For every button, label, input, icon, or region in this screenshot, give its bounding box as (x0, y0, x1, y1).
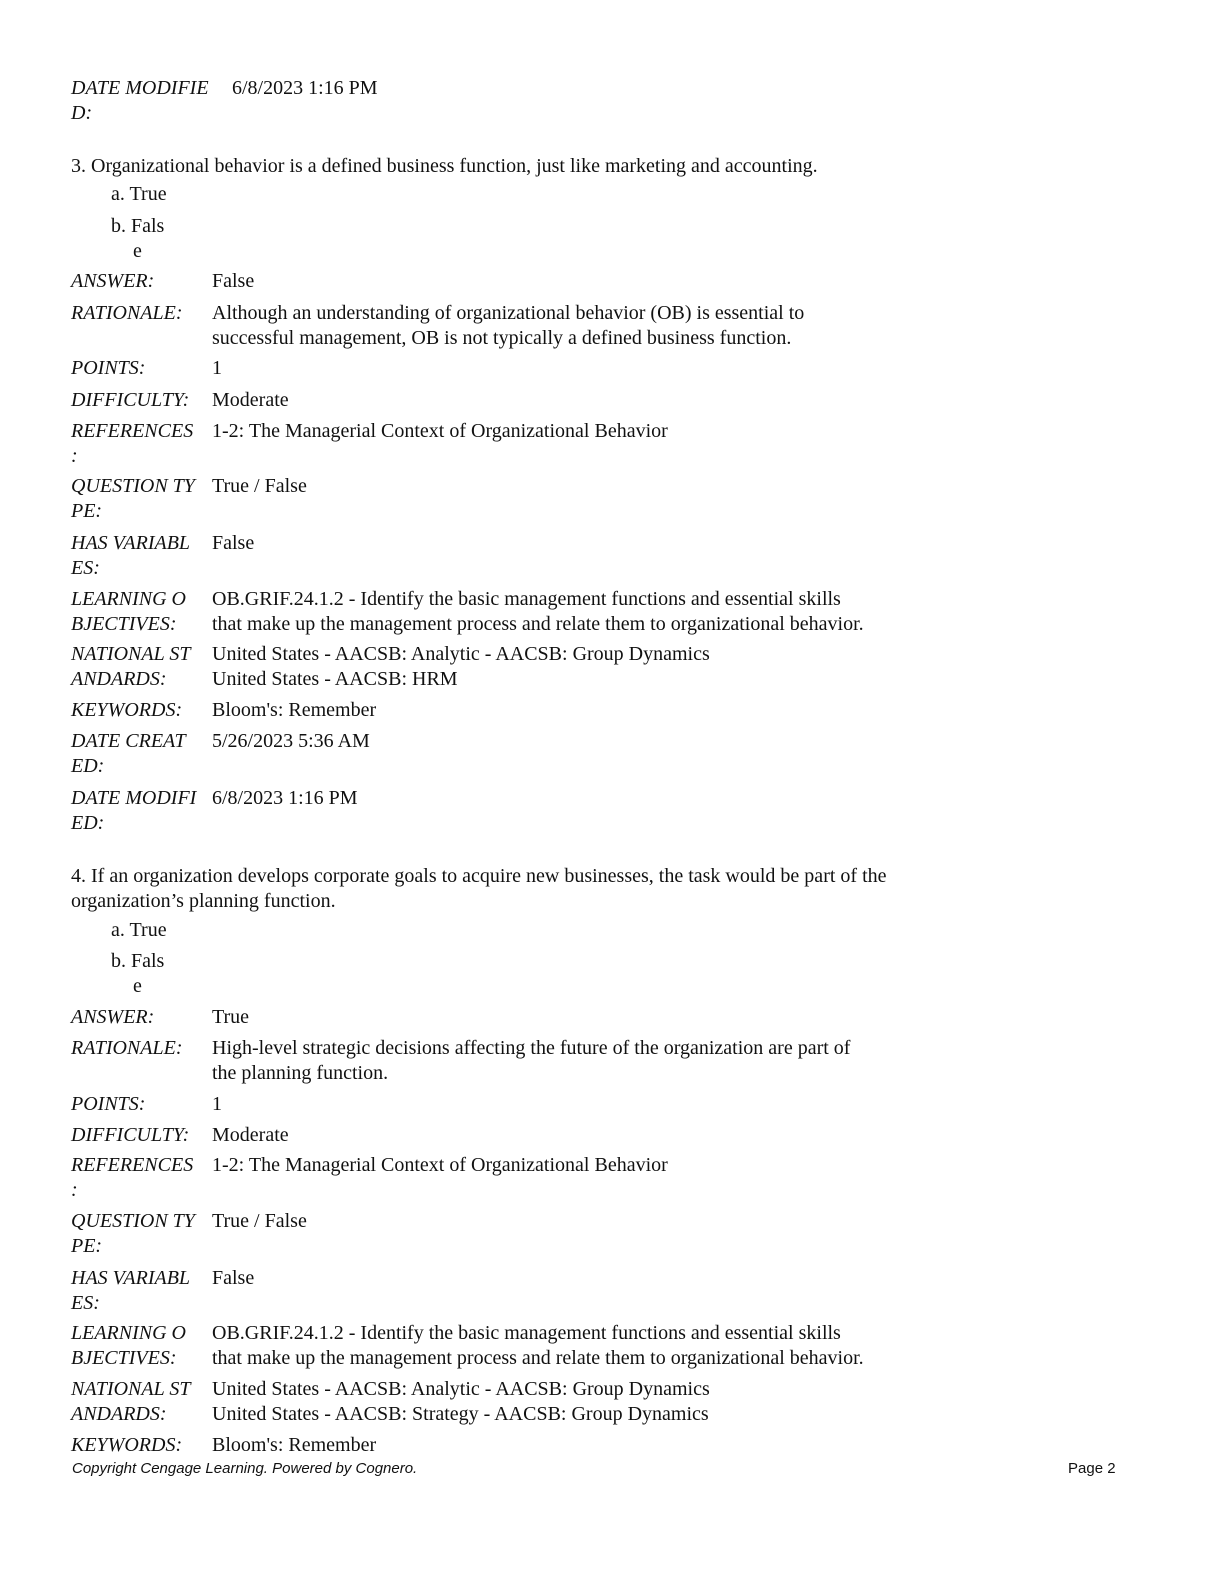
question-4-option-b: b. Fals (111, 950, 165, 972)
q4-answer-value: True (212, 1006, 250, 1028)
question-3-option-b: b. Fals (111, 215, 165, 237)
q3-has-variables-label-cont: ES: (71, 557, 100, 579)
question-3-option-a: a. True (111, 183, 167, 205)
q4-points-value: 1 (212, 1093, 222, 1115)
question-3-option-b-cont: e (133, 240, 142, 262)
q3-references-label-cont: : (71, 445, 78, 467)
q3-learning-objectives-label: LEARNING O (71, 588, 186, 610)
q4-learning-objectives-line-2: that make up the management process and relate them to organizational behavior. (212, 1347, 864, 1369)
question-4-option-b-cont: e (133, 975, 142, 997)
question-4-text-line-1: 4. If an organization develops corporate goals to acquire new businesses, the task would be part of the (71, 865, 887, 887)
q3-answer-label: ANSWER: (71, 270, 155, 292)
q4-learning-objectives-line-1: OB.GRIF.24.1.2 - Identify the basic management functions and essential skills (212, 1322, 841, 1344)
q4-keywords-label: KEYWORDS: (71, 1434, 183, 1456)
question-4-option-a: a. True (111, 919, 167, 941)
q3-rationale-label: RATIONALE: (71, 302, 183, 324)
q3-keywords-value: Bloom's: Remember (212, 699, 377, 721)
q4-national-standards-line-2: United States - AACSB: Strategy - AACSB: Group Dynamics (212, 1403, 709, 1425)
q3-national-standards-label: NATIONAL ST (71, 643, 191, 665)
q3-national-standards-line-2: United States - AACSB: HRM (212, 668, 458, 690)
footer-page-number: Page 2 (1068, 1460, 1116, 1477)
q3-date-created-value: 5/26/2023 5:36 AM (212, 730, 370, 752)
q3-question-type-label: QUESTION TY (71, 475, 195, 497)
q3-difficulty-value: Moderate (212, 389, 289, 411)
q3-learning-objectives-line-2: that make up the management process and relate them to organizational behavior. (212, 613, 864, 635)
question-4-text-line-2: organization’s planning function. (71, 890, 336, 912)
q4-references-value: 1-2: The Managerial Context of Organizational Behavior (212, 1154, 668, 1176)
q3-references-value: 1-2: The Managerial Context of Organizational Behavior (212, 420, 668, 442)
date-modified-value: 6/8/2023 1:16 PM (232, 77, 378, 99)
q4-points-label: POINTS: (71, 1093, 146, 1115)
q4-rationale-line-2: the planning function. (212, 1062, 389, 1084)
q3-references-label: REFERENCES (71, 420, 194, 442)
q4-difficulty-value: Moderate (212, 1124, 289, 1146)
q3-date-created-label: DATE CREAT (71, 730, 186, 752)
q3-keywords-label: KEYWORDS: (71, 699, 183, 721)
q4-has-variables-label-cont: ES: (71, 1292, 100, 1314)
q4-learning-objectives-label-cont: BJECTIVES: (71, 1347, 177, 1369)
q3-has-variables-label: HAS VARIABL (71, 532, 191, 554)
q3-learning-objectives-line-1: OB.GRIF.24.1.2 - Identify the basic management functions and essential skills (212, 588, 841, 610)
q4-references-label-cont: : (71, 1179, 78, 1201)
q3-rationale-line-2: successful management, OB is not typically a defined business function. (212, 327, 792, 349)
q3-has-variables-value: False (212, 532, 255, 554)
q3-difficulty-label: DIFFICULTY: (71, 389, 190, 411)
q3-answer-value: False (212, 270, 255, 292)
q4-learning-objectives-label: LEARNING O (71, 1322, 186, 1344)
q3-points-value: 1 (212, 357, 222, 379)
q3-national-standards-label-cont: ANDARDS: (71, 668, 167, 690)
q3-date-created-label-cont: ED: (71, 755, 105, 777)
footer-copyright: Copyright Cengage Learning. Powered by Cognero. (72, 1460, 418, 1477)
q4-has-variables-label: HAS VARIABL (71, 1267, 191, 1289)
q3-learning-objectives-label-cont: BJECTIVES: (71, 613, 177, 635)
q3-question-type-value: True / False (212, 475, 307, 497)
date-modified-label-cont: D: (71, 102, 93, 124)
q4-answer-label: ANSWER: (71, 1006, 155, 1028)
q4-difficulty-label: DIFFICULTY: (71, 1124, 190, 1146)
question-3-text: 3. Organizational behavior is a defined business function, just like marketing and accounting. (71, 155, 818, 177)
q4-question-type-value: True / False (212, 1210, 307, 1232)
q4-has-variables-value: False (212, 1267, 255, 1289)
q3-date-modified-value: 6/8/2023 1:16 PM (212, 787, 358, 809)
q3-date-modified-label: DATE MODIFI (71, 787, 197, 809)
q4-keywords-value: Bloom's: Remember (212, 1434, 377, 1456)
q3-date-modified-label-cont: ED: (71, 812, 105, 834)
q3-national-standards-line-1: United States - AACSB: Analytic - AACSB: Group Dynamics (212, 643, 710, 665)
q4-rationale-line-1: High-level strategic decisions affecting the future of the organization are part of (212, 1037, 851, 1059)
q4-references-label: REFERENCES (71, 1154, 194, 1176)
q3-question-type-label-cont: PE: (71, 500, 103, 522)
q4-national-standards-label: NATIONAL ST (71, 1378, 191, 1400)
q4-rationale-label: RATIONALE: (71, 1037, 183, 1059)
date-modified-label: DATE MODIFIE (71, 77, 209, 99)
q4-national-standards-label-cont: ANDARDS: (71, 1403, 167, 1425)
q4-question-type-label: QUESTION TY (71, 1210, 195, 1232)
q4-question-type-label-cont: PE: (71, 1235, 103, 1257)
q3-points-label: POINTS: (71, 357, 146, 379)
q3-rationale-line-1: Although an understanding of organizational behavior (OB) is essential to (212, 302, 805, 324)
q4-national-standards-line-1: United States - AACSB: Analytic - AACSB: Group Dynamics (212, 1378, 710, 1400)
